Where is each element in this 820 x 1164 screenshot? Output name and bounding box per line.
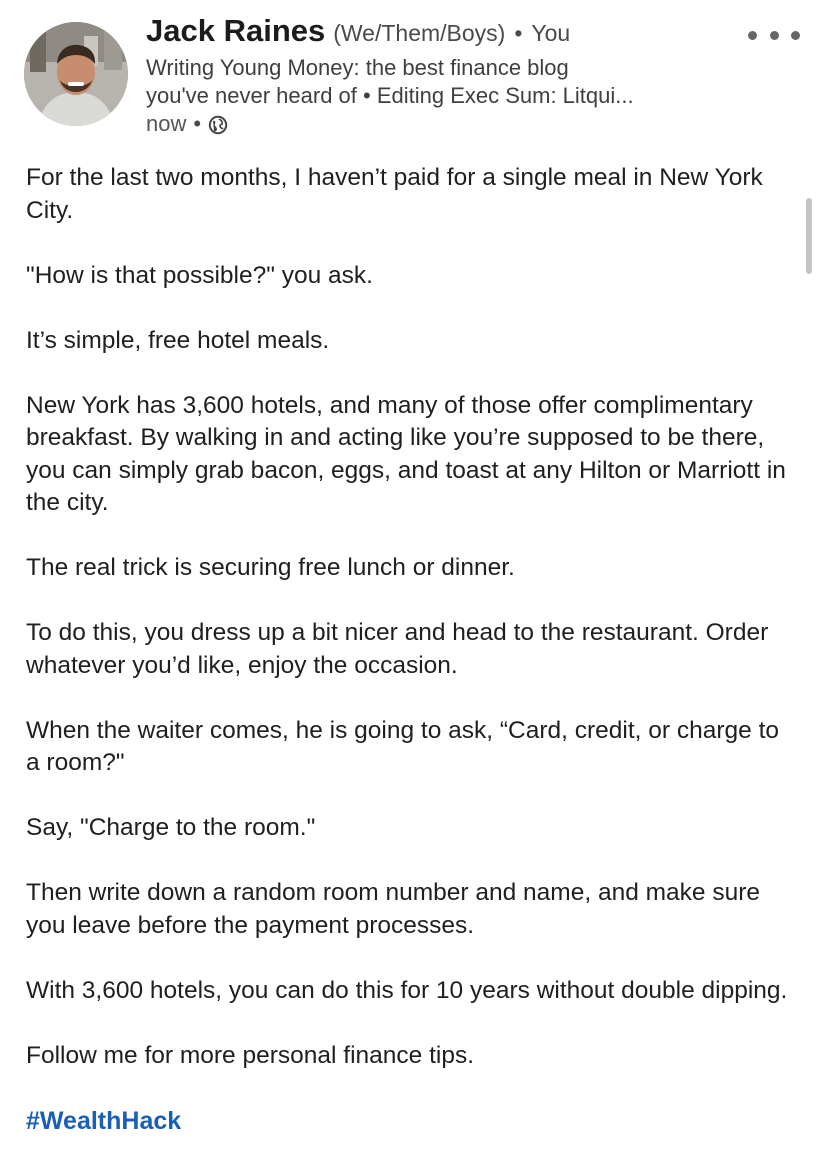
dot-icon (791, 31, 800, 40)
author-headline-line2: you've never heard of • Editing Exec Sum: Litqui... (146, 83, 634, 108)
separator-dot: • (193, 111, 202, 136)
post-paragraph: "How is that possible?" you ask. (26, 261, 373, 289)
separator-dot: • (514, 20, 523, 46)
post-paragraph: For the last two months, I haven’t paid for a single meal in New York City. (26, 164, 763, 224)
post-timestamp: now (146, 111, 187, 136)
post-paragraph: The real trick is securing free lunch or dinner. (26, 554, 515, 581)
post-paragraph: It’s simple, free hotel meals. (26, 326, 330, 354)
author-line (146, 12, 746, 52)
post-paragraph: Follow me for more personal finance tips. (26, 1041, 474, 1069)
dot-icon (748, 31, 757, 40)
more-options-button[interactable] (748, 24, 800, 46)
hashtag-link[interactable]: #WealthHack (26, 1106, 182, 1135)
author-pronouns: (We/Them/Boys) (333, 20, 506, 46)
post-paragraph: Say, "Charge to the room." (26, 814, 316, 841)
post-body (26, 162, 796, 1138)
post-paragraph: When the waiter comes, he is going to ask, “Card, credit, or charge to a room?" (26, 716, 780, 776)
post-header (0, 0, 820, 150)
post-paragraph: Then write down a random room number and name, and make sure you leave before the payment processes. (26, 879, 761, 939)
author-relation: You (531, 20, 571, 46)
post-meta (146, 110, 746, 138)
scrollbar[interactable] (806, 198, 812, 274)
post-paragraph: To do this, you dress up a bit nicer and head to the restaurant. Order whatever you’d like, enjoy the occasion. (26, 619, 769, 679)
avatar[interactable] (24, 22, 128, 126)
author-name[interactable]: Jack Raines (146, 13, 326, 48)
globe-icon (208, 114, 228, 134)
dot-icon (770, 31, 779, 40)
author-info (146, 12, 746, 138)
author-headline-line1: Writing Young Money: the best finance blog (146, 55, 569, 80)
post-paragraph: With 3,600 hotels, you can do this for 10 years without double dipping. (26, 976, 788, 1004)
post-paragraph: New York has 3,600 hotels, and many of those offer complimentary breakfast. By walking in and acting like you’re supposed to be there, you can simply grab bacon, eggs, and toast at any Hilton or Marriott in the city. (26, 391, 786, 516)
